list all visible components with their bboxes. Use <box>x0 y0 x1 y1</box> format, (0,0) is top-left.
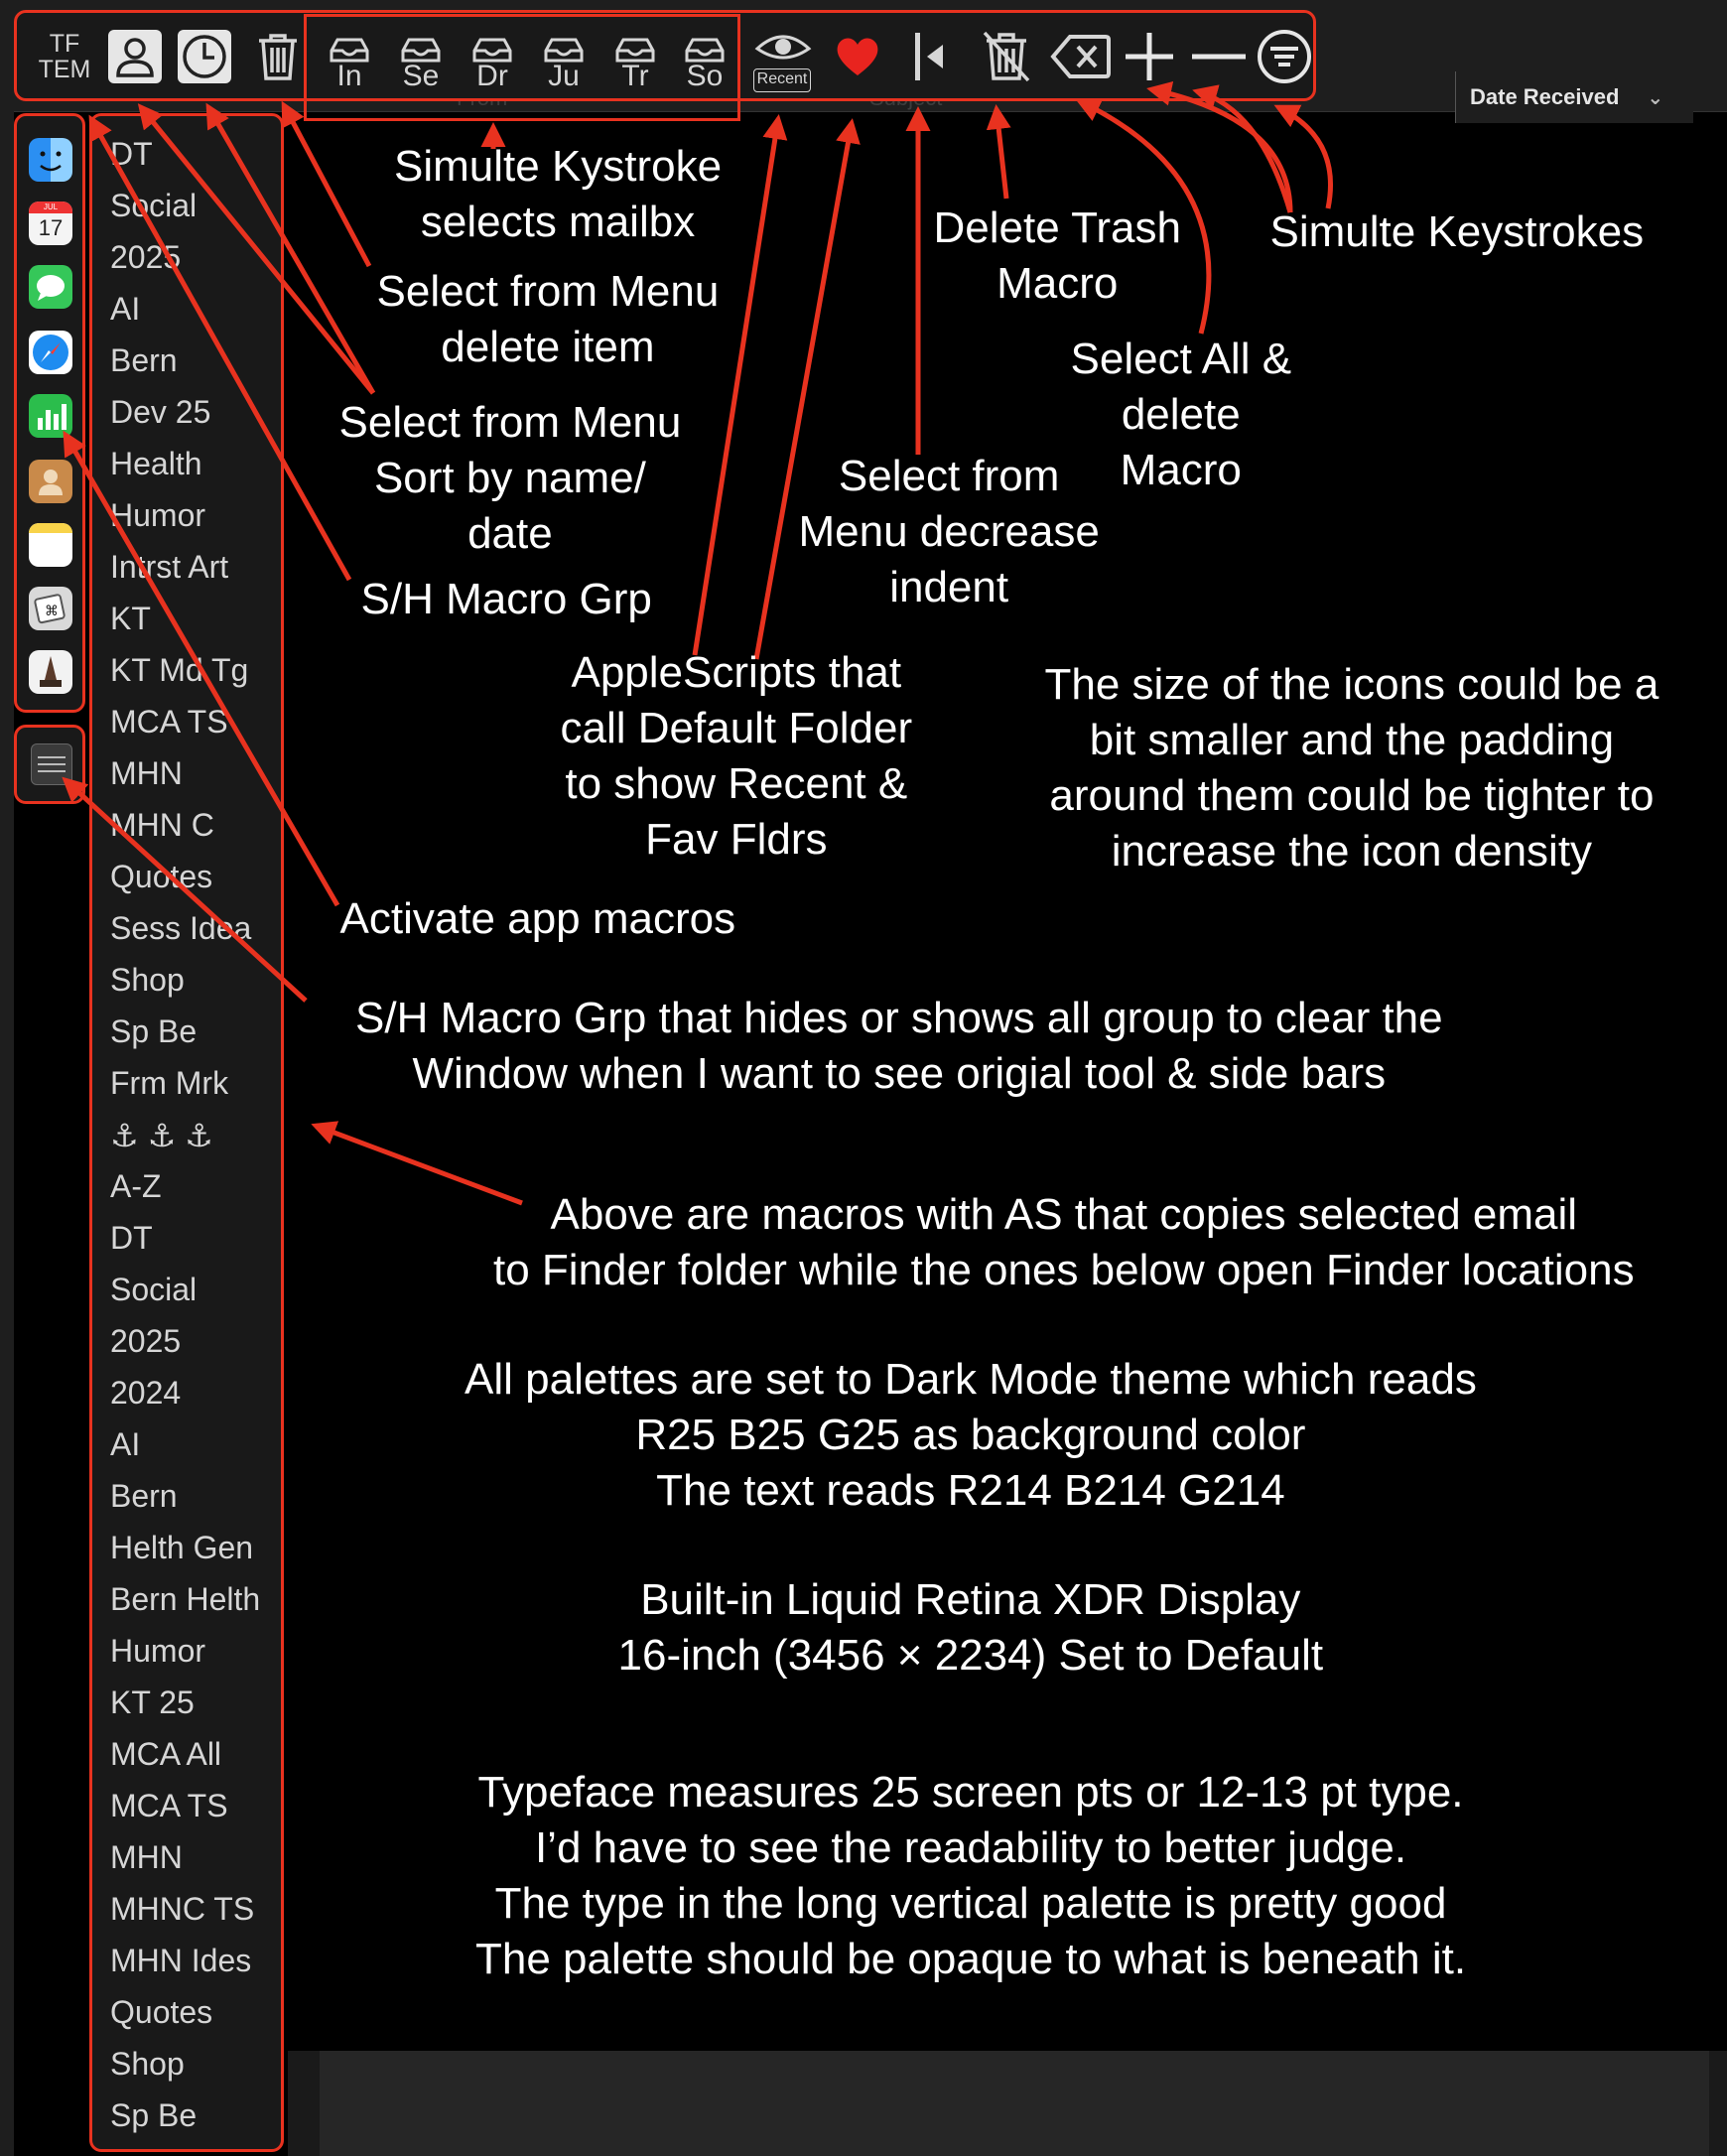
folder-item[interactable]: Shop <box>110 2046 185 2082</box>
folder-item[interactable]: Sp Be <box>110 2097 198 2133</box>
annotation-line: Select from <box>838 452 1060 500</box>
mailbox-label-se: Se <box>402 60 440 92</box>
tf-tem-label: TF <box>49 30 80 58</box>
folder-item[interactable]: MCA TS <box>110 704 228 740</box>
calendar-month: JUL <box>29 202 72 213</box>
folder-item[interactable]: 2025 <box>110 1323 182 1359</box>
folder-item[interactable]: Social <box>110 1272 198 1307</box>
folder-item[interactable]: Frm Mrk <box>110 1065 229 1101</box>
annotation-icon-size <box>1045 657 1660 879</box>
folder-item[interactable]: KT <box>110 601 151 636</box>
folder-item[interactable]: Dev 25 <box>110 394 211 430</box>
folder-item[interactable]: Intrst Art <box>110 549 229 585</box>
folder-item[interactable]: AI <box>110 1426 141 1462</box>
annotation-line: increase the icon density <box>1111 827 1593 876</box>
folder-item[interactable]: Shop <box>110 962 185 998</box>
annotation-line: Select All & <box>1070 335 1292 383</box>
annotation-line: Window when I want to see origial tool & side bars <box>412 1049 1387 1098</box>
folder-item[interactable]: Quotes <box>110 859 213 894</box>
folder-item[interactable]: MHN <box>110 755 183 791</box>
annotation-line: Select from Menu <box>376 267 720 316</box>
annotation-line: I’d have to see the readability to better judge. <box>534 1823 1407 1872</box>
folder-item[interactable]: A-Z <box>110 1168 162 1204</box>
folder-item[interactable]: 2024 <box>110 1375 182 1411</box>
annotation-line: delete <box>1121 390 1241 439</box>
annotation-palettes-dark <box>465 1352 1477 1519</box>
annotation-applescripts <box>561 645 913 868</box>
annotation-above-macros <box>493 1187 1635 1298</box>
folder-item[interactable]: AI <box>110 291 141 327</box>
annotation-line: Fav Fldrs <box>645 815 828 864</box>
annotation-line: delete item <box>441 323 655 371</box>
annotation-line: The text reads R214 B214 G214 <box>656 1466 1285 1515</box>
annotation-line: S/H Macro Grp <box>360 575 652 623</box>
folder-item[interactable]: MHN C <box>110 807 214 843</box>
annotation-line: date <box>467 509 553 558</box>
annotation-activate-app <box>340 891 736 947</box>
mailbox-label-so: So <box>686 60 724 92</box>
recent-label: Recent <box>753 68 811 92</box>
tf-tem-label-2: TEM <box>38 56 91 83</box>
annotation-line: around them could be tighter to <box>1049 771 1655 820</box>
folder-item[interactable]: MHN <box>110 1839 183 1875</box>
annotation-select-menu-indent <box>799 449 1100 615</box>
annotation-line: Macro <box>1120 446 1242 494</box>
annotation-line: to Finder folder while the ones below open Finder locations <box>493 1246 1635 1294</box>
folder-item[interactable]: MHNC TS <box>110 1891 255 1927</box>
folder-item[interactable]: Bern <box>110 342 178 378</box>
folder-item[interactable]: Bern <box>110 1478 178 1514</box>
annotation-line: The palette should be opaque to what is beneath it. <box>475 1935 1467 1983</box>
annotation-line: All palettes are set to Dark Mode theme which reads <box>465 1355 1477 1404</box>
folder-item[interactable]: MCA TS <box>110 1788 228 1823</box>
annotation-line: The type in the long vertical palette is pretty good <box>494 1879 1447 1928</box>
annotation-line: AppleScripts that <box>571 648 902 697</box>
annotation-simulte-kystroke <box>394 139 722 250</box>
folder-item[interactable]: KT 25 <box>110 1684 195 1720</box>
annotation-sh-macro-all <box>355 991 1443 1102</box>
annotation-sh-macro-grp <box>361 572 652 627</box>
folder-item[interactable]: Quotes <box>110 1994 213 2030</box>
annotation-line: selects mailbx <box>420 198 696 246</box>
mailbox-label-ju: Ju <box>548 60 580 92</box>
annotation-line: Typeface measures 25 screen pts or 12-13 pt type. <box>477 1768 1464 1817</box>
annotation-line: indent <box>889 563 1009 611</box>
calendar-day: 17 <box>38 215 64 240</box>
chevron-down-icon: ⌄ <box>1647 86 1664 109</box>
folder-item[interactable]: Social <box>110 188 198 223</box>
sort-label: Date Received <box>1470 84 1620 109</box>
annotation-select-menu-delete <box>377 264 720 375</box>
folder-item[interactable]: MCA All <box>110 1736 222 1772</box>
folder-item[interactable]: KT Md Tg <box>110 652 249 688</box>
annotation-line: Sort by name/ <box>373 454 646 502</box>
folder-item[interactable]: Humor <box>110 497 206 533</box>
annotation-line: Select from Menu <box>338 398 682 447</box>
mailbox-label-in: In <box>336 60 362 92</box>
annotation-line: Simulte Kystroke <box>394 142 723 191</box>
annotation-line: 16-inch (3456 × 2234) Set to Default <box>617 1631 1324 1680</box>
mailbox-label-tr: Tr <box>621 60 649 92</box>
annotation-typeface <box>475 1765 1466 1987</box>
folder-item[interactable]: Sp Be <box>110 1013 198 1049</box>
annotation-delete-trash-macro <box>934 201 1181 312</box>
folder-item[interactable]: ⚓ ⚓ ⚓ <box>110 1118 213 1153</box>
folder-item[interactable]: DT <box>110 136 153 172</box>
annotation-line: S/H Macro Grp that hides or shows all group to clear the <box>355 994 1443 1042</box>
annotation-line: Macro <box>996 259 1119 308</box>
annotation-display <box>618 1572 1324 1684</box>
annotation-line: Activate app macros <box>339 894 736 943</box>
folder-item[interactable]: Health <box>110 446 202 481</box>
annotation-line: Simulte Keystrokes <box>1269 207 1645 256</box>
annotation-select-all-delete <box>1071 332 1292 498</box>
folder-item[interactable]: MHN Ides <box>110 1943 252 1978</box>
annotation-line: Built-in Liquid Retina XDR Display <box>640 1575 1301 1624</box>
annotation-line: bit smaller and the padding <box>1089 716 1615 764</box>
annotation-line: Above are macros with AS that copies selected email <box>550 1190 1578 1239</box>
annotation-simulte-keystrokes <box>1270 204 1645 260</box>
svg-text:⌘: ⌘ <box>45 604 59 619</box>
folder-item[interactable]: Helth Gen <box>110 1530 254 1565</box>
annotation-line: Delete Trash <box>933 203 1181 252</box>
annotation-select-menu-sort <box>339 395 682 562</box>
annotation-line: The size of the icons could be a <box>1044 660 1660 709</box>
mailbox-label-dr: Dr <box>476 60 508 92</box>
folder-item[interactable]: Humor <box>110 1633 206 1669</box>
annotation-line: R25 B25 G25 as background color <box>635 1411 1306 1459</box>
folder-item[interactable]: DT <box>110 1220 153 1256</box>
annotation-line: Menu decrease <box>798 507 1100 556</box>
folder-item[interactable]: Sess Idea <box>110 910 252 946</box>
folder-item[interactable]: 2025 <box>110 239 182 275</box>
annotation-line: call Default Folder <box>560 704 913 752</box>
folder-item[interactable]: Bern Helth <box>110 1581 261 1617</box>
annotation-line: to show Recent & <box>565 759 908 808</box>
